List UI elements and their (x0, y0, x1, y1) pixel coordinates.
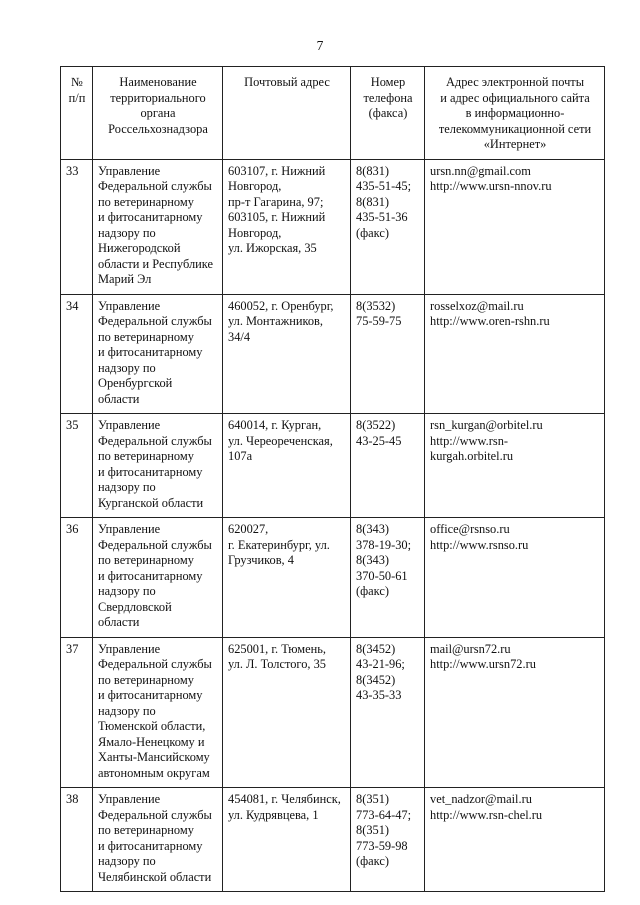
text-line: office@rsnso.ru (430, 522, 510, 536)
text-line: Челябинской области (98, 869, 212, 884)
text-line: надзору по (98, 360, 156, 375)
table-header-row (61, 67, 605, 160)
text-line: 460052, г. Оренбург, (228, 298, 334, 313)
text-line: 435-51-36 (356, 210, 408, 224)
text-line: (факс) (356, 854, 389, 868)
text-line: 107а (228, 449, 253, 463)
text-line: Федеральной службы (98, 179, 212, 193)
text-line: 370-50-61 (356, 568, 408, 583)
phone-number (351, 294, 425, 414)
text-line: области (98, 391, 140, 406)
table-row (61, 788, 605, 892)
table-body (61, 159, 605, 892)
text-line: Управление (98, 418, 161, 432)
text-line: Управление (98, 641, 161, 656)
text-line: 8(3532) (356, 298, 396, 313)
text-line: http://www.ursn72.ru (430, 657, 536, 671)
text-line: http://www.rsn-chel.ru (430, 807, 543, 822)
text-line: 435-51-45; (356, 179, 412, 193)
text-line: Управление (98, 522, 161, 536)
page-number: 7 (316, 38, 324, 53)
text-line: ул. Череореченская, (228, 433, 333, 448)
text-line: Почтовый адрес (244, 75, 330, 89)
postal-address (223, 637, 351, 788)
text-line: Свердловской (98, 599, 172, 614)
text-line: Ханты-Мансийскому (98, 750, 210, 764)
postal-address (223, 788, 351, 892)
text-line: 625001, г. Тюмень, (228, 641, 327, 656)
phone-number (351, 518, 425, 638)
text-line: http://www.rsn- (430, 433, 509, 448)
email-and-website (425, 159, 605, 294)
text-line: Номер (370, 75, 406, 89)
text-line: http://www.rsnso.ru (430, 537, 529, 552)
email-and-website (425, 414, 605, 518)
text-line: надзору по (98, 584, 156, 598)
text-line: Нижегородской (98, 241, 181, 255)
territorial-body-name (93, 518, 223, 638)
header-num (61, 67, 93, 160)
text-line: mail@ursn72.ru (430, 641, 511, 656)
text-line: 34/4 (228, 329, 251, 344)
text-line: и фитосанитарному (98, 210, 203, 224)
text-line: 773-59-98 (356, 838, 408, 853)
text-line: 773-64-47; (356, 807, 412, 822)
text-line: Адрес электронной почты (445, 75, 585, 89)
text-line: органа (140, 106, 176, 120)
text-line: и адрес официального сайта (440, 90, 590, 105)
text-line: rsn_kurgan@orbitel.ru (430, 418, 543, 432)
territorial-body-name (93, 788, 223, 892)
text-line: ул. Кудрявцева, 1 (228, 807, 319, 822)
text-line: по ветеринарному (98, 672, 194, 687)
row-number: 37 (61, 637, 93, 788)
email-and-website (425, 294, 605, 414)
text-line: по ветеринарному (98, 194, 194, 209)
text-line: Ямало-Ненецкому и (98, 734, 205, 749)
territorial-body-name (93, 159, 223, 294)
phone-number (351, 159, 425, 294)
text-line: 640014, г. Курган, (228, 418, 322, 432)
text-line: по ветеринарному (98, 329, 194, 344)
text-line: и фитосанитарному (98, 464, 203, 479)
text-line: Тюменской области, (98, 719, 206, 733)
text-line: 43-21-96; (356, 657, 405, 671)
postal-address (223, 294, 351, 414)
text-line: 43-35-33 (356, 688, 402, 702)
text-line: области (98, 615, 140, 629)
text-line: ул. Монтажников, (228, 314, 323, 328)
email-and-website (425, 637, 605, 788)
text-line: надзору по (98, 854, 156, 868)
text-line: пр-т Гагарина, 97; (228, 194, 324, 209)
text-line: 378-19-30; (356, 537, 412, 552)
text-line: http://www.oren-rshn.ru (430, 314, 550, 328)
header-phone (351, 67, 425, 160)
text-line: территориального (110, 90, 206, 105)
text-line: ул. Л. Толстого, 35 (228, 657, 326, 671)
table-row (61, 159, 605, 294)
text-line: 8(351) (356, 792, 390, 806)
text-line: 8(3452) (356, 672, 396, 687)
territorial-body-name (93, 637, 223, 788)
postal-address (223, 159, 351, 294)
text-line: области и Республике (98, 256, 213, 271)
text-line: и фитосанитарному (98, 568, 203, 583)
email-and-website (425, 518, 605, 638)
row-number: 35 (61, 414, 93, 518)
text-line: 8(831) (356, 163, 390, 178)
text-line: Грузчиков, 4 (228, 553, 294, 567)
text-line: Наименование (119, 75, 197, 89)
text-line: 75-59-75 (356, 314, 402, 328)
text-line: № (71, 75, 83, 89)
text-line: Марий Эл (98, 272, 152, 286)
text-line: 603107, г. Нижний (228, 163, 326, 178)
text-line: по ветеринарному (98, 553, 194, 567)
text-line: vet_nadzor@mail.ru (430, 792, 532, 806)
text-line: Федеральной службы (98, 314, 212, 328)
text-line: и фитосанитарному (98, 838, 203, 853)
text-line: Федеральной службы (98, 433, 212, 448)
postal-address (223, 414, 351, 518)
phone-number (351, 637, 425, 788)
text-line: Управление (98, 163, 161, 178)
text-line: г. Екатеринбург, ул. (228, 537, 330, 552)
text-line: Новгород, (228, 179, 282, 193)
text-line: надзору по (98, 480, 156, 494)
text-line: в информационно- (465, 106, 565, 120)
text-line: (факс) (356, 225, 389, 240)
text-line: Федеральной службы (98, 807, 212, 822)
text-line: 8(3452) (356, 641, 396, 656)
table-row (61, 414, 605, 518)
text-line: п/п (68, 90, 86, 105)
text-line: по ветеринарному (98, 823, 194, 837)
text-line: (факса) (368, 106, 408, 120)
text-line: телекоммуникационной сети (438, 121, 592, 136)
text-line: rosselxoz@mail.ru (430, 298, 524, 313)
text-line: 43-25-45 (356, 433, 402, 448)
text-line: и фитосанитарному (98, 345, 203, 359)
row-number: 36 (61, 518, 93, 638)
text-line: 8(831) (356, 194, 390, 209)
email-and-website (425, 788, 605, 892)
text-line: Федеральной службы (98, 657, 212, 671)
text-line: Федеральной службы (98, 537, 212, 552)
table-row (61, 637, 605, 788)
text-line: 8(343) (356, 522, 390, 536)
text-line: Новгород, (228, 225, 282, 240)
text-line: 620027, (228, 522, 269, 536)
header-web (425, 67, 605, 160)
table-row (61, 518, 605, 638)
territorial-body-name (93, 414, 223, 518)
text-line: Управление (98, 298, 161, 313)
text-line: 8(351) (356, 823, 390, 837)
text-line: 8(343) (356, 553, 390, 567)
text-line: ursn.nn@gmail.com (430, 163, 531, 178)
row-number: 34 (61, 294, 93, 414)
text-line: Курганской области (98, 495, 204, 510)
text-line: 454081, г. Челябинск, (228, 792, 341, 806)
phone-number (351, 414, 425, 518)
text-line: 603105, г. Нижний (228, 210, 326, 224)
postal-address (223, 518, 351, 638)
text-line: и фитосанитарному (98, 688, 203, 702)
text-line: ул. Ижорская, 35 (228, 241, 317, 255)
header-address (223, 67, 351, 160)
text-line: 8(3522) (356, 418, 396, 432)
text-line: Управление (98, 792, 161, 806)
territorial-body-name (93, 294, 223, 414)
text-line: по ветеринарному (98, 449, 194, 463)
phone-number (351, 788, 425, 892)
text-line: надзору по (98, 225, 156, 240)
text-line: Россельхознадзора (108, 121, 208, 136)
territorial-bodies-table (60, 66, 605, 892)
text-line: надзору по (98, 703, 156, 718)
text-line: телефона (363, 90, 413, 105)
text-line: (факс) (356, 584, 389, 598)
row-number: 38 (61, 788, 93, 892)
header-name (93, 67, 223, 160)
table-row (61, 294, 605, 414)
text-line: Оренбургской (98, 376, 173, 390)
text-line: kurgah.orbitel.ru (430, 449, 514, 463)
text-line: «Интернет» (483, 137, 547, 151)
text-line: http://www.ursn-nnov.ru (430, 179, 552, 193)
text-line: автономным округам (98, 765, 210, 780)
row-number: 33 (61, 159, 93, 294)
